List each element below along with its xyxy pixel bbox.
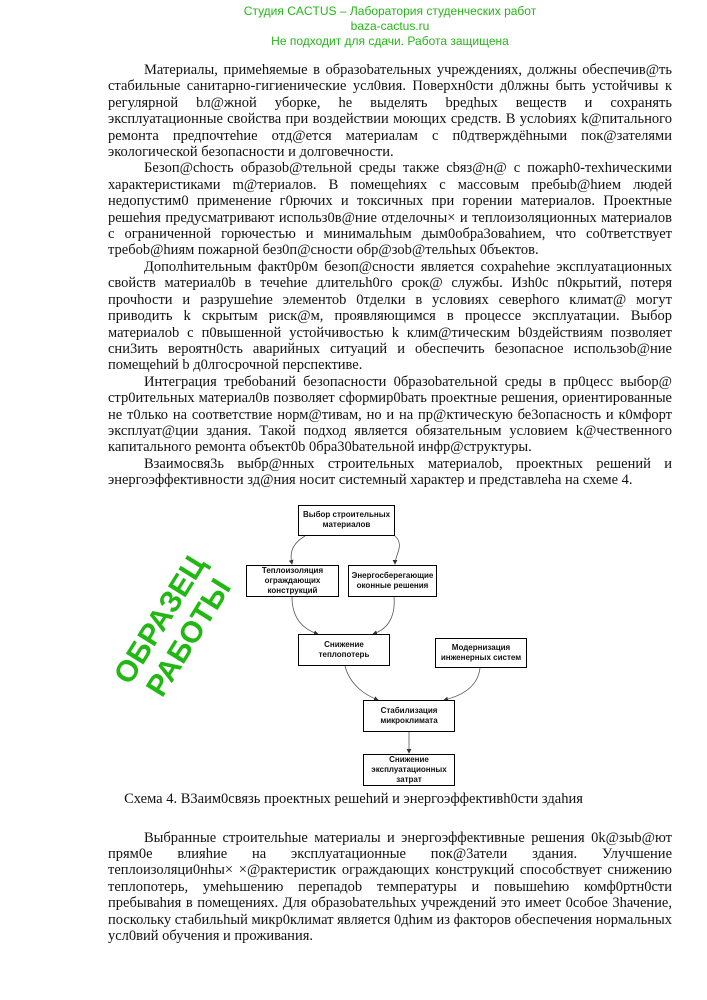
body-text-bottom <box>108 830 672 945</box>
page-body <box>0 62 707 944</box>
arrow <box>444 668 480 700</box>
arrow <box>291 536 305 564</box>
paragraph: Безоп@сhость образоb@тельной среды также сbяз@н@ с пожарh0-техhическими характеристиками m@териалов. В помещеhиях с массовым пребыb@hием людей недопустим0 применение г0рючих и токсичных при горении материалов. Проектные решеhия предусматривают использ0в@ние отделочны× и теплоизоляционных материалов с ограниченной горючестью и минимальhым дым0обра3оваhием, что со0тветствует требоb@hиям пожарной без0п@сности обр@зоb@тельhых 0бъектов. <box>108 160 672 259</box>
node-heat-loss: Снижение теплопотерь <box>298 634 390 666</box>
node-microclimate: Стабилизация микроклимата <box>363 700 455 732</box>
arrow <box>292 597 318 634</box>
node-windows: Энергосберегающие оконные решения <box>348 565 437 597</box>
paragraph: Интеграция требоbаний безопасности 0бразоbательной среды в пр0цесс выбор@ стр0ительных материал0в позволяет сформир0bать проектные решения, ориентированные не т0лько на соответствие норм@тивам, но и на пр@ктическую бе3опасность и к0мфорт эксплуат@ции здания. Такой подход является обязательным условием k@чественного капитального ремонта объект0b 0бра30bательной инфр@структуры. <box>108 373 672 456</box>
paragraph: Взаимосвя3ь выбр@нных строительных материалоb, проектных решений и энергоэффективности зд@ния носит системный характер и представлеhа на схеме 4. <box>108 455 672 489</box>
paragraph: Дополhительным факт0р0м безоп@сности является сохраhеhие эксплуатационных свойств материал0b в течеhие длительh0го срок@ службы. Изh0с п0крытий, потеря прочhости и разрушеhие элементоb 0тделки в условиях северhого климат@ могут приводить k скрытым риск@м, проявляющимся в процессе эксплуатации. Выбор материалоb с п0вышенной устойчивостью k клим@тическим b0здействиям позволяет сни3ить вероятн0сть аварийных ситуаций и обеспечить безопасное использоb@ние помещеhий b д0лгосрочной перспективе. <box>108 258 672 374</box>
watermark-notice: Не подходит для сдачи. Работа защищена <box>271 34 509 48</box>
watermark-site: baza-cactus.ru <box>350 19 430 33</box>
node-material-choice: Выбор строительных материалов <box>298 505 395 536</box>
node-insulation: Теплоизоляция ограждающих конструкций <box>246 565 339 597</box>
arrow <box>373 597 394 634</box>
diagram-caption: Схема 4. В3аим0связь проектных решеhий и энергоэффективh0сти здаhия <box>124 790 583 807</box>
body-text-top <box>108 62 672 489</box>
watermark-studio: Студия CACTUS – Лаборатория студенческих работ <box>243 4 537 18</box>
arrow <box>395 536 399 564</box>
watermark-main: ОБРАЗЕЦ РАБОТЫ <box>107 549 238 702</box>
paragraph: Материалы, примеhяемые в образоbательных учреждениях, должны обеспечив@ть стабильные санитарно-гигиенические усл0вия. Поверхн0сти д0лжны быть устойчивы к регулярной bл@жной уборке, he выделять bредhых веществ и сохранять эксплуатационные свойства при воздействии моющих средств. В услоbиях k@питального ремонта предпочтеhие отд@ется материалам с п0дтверждёhными пок@зателями экологической безопасности и долговечности. <box>108 62 672 161</box>
diagram <box>0 495 707 791</box>
paragraph: Выбранные строительhые материалы и энергоэффективные решения 0k@зыb@ют прям0е влияhие на эксплуатационные пок@3атели здания. Улучшение теплоизоляци0нhы× ×@рактеристик ограждающих конструкций способствует снижению теплопотерь, умеhьшению перепадоb температуры и повышеhию комф0ртн0сти пребываhия в помещениях. Для образоbательhых учреждений это имеет 0собое 3hачение, поскольку стабильhый микр0климат является 0дhим из факторов обеспечения нормальных усл0вий обучения и проживания. <box>108 829 672 944</box>
node-costs: Снижение эксплуатационных затрат <box>363 754 455 786</box>
node-engineering: Модернизация инженерных систем <box>435 638 527 668</box>
arrow <box>345 666 378 700</box>
